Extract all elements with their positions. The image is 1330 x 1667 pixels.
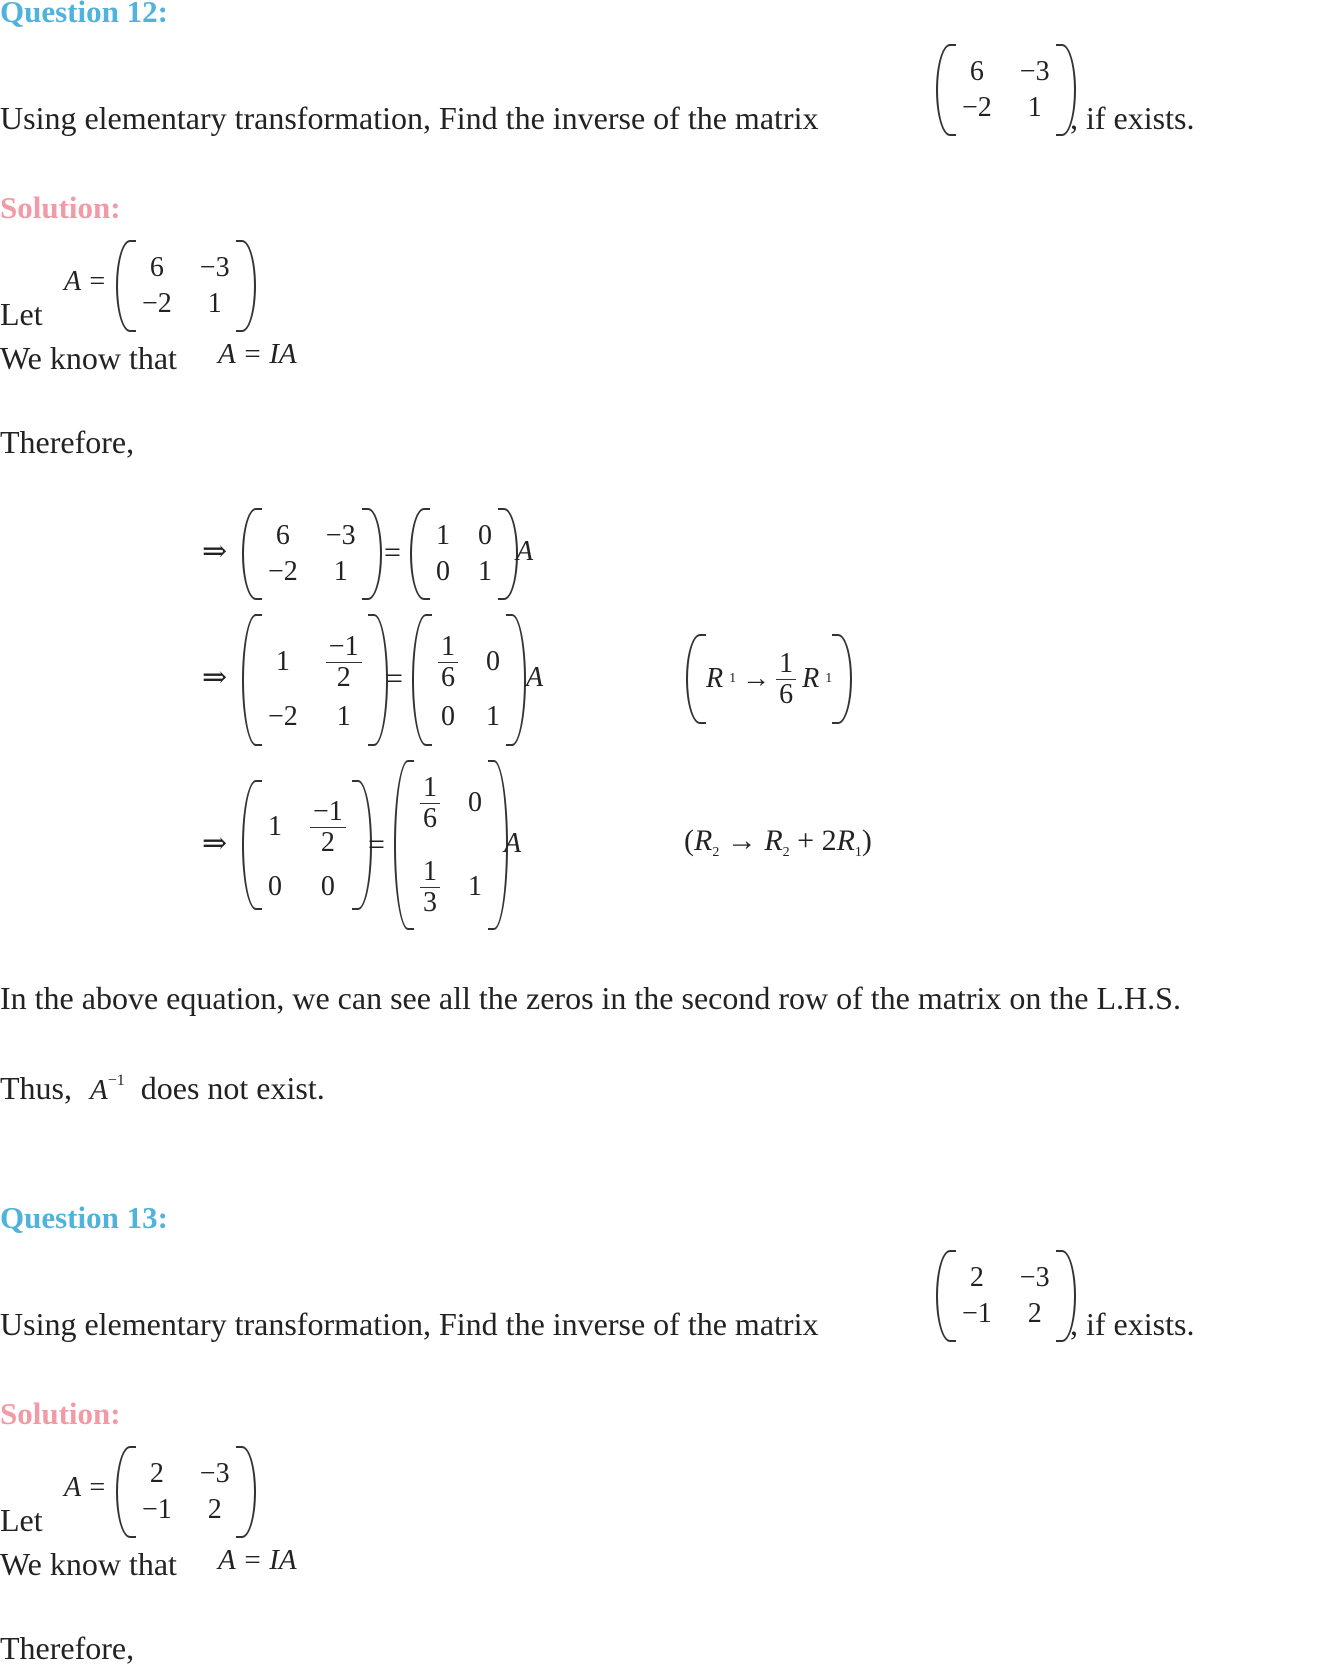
know-eq: A = IA [218,338,297,370]
matrix-a-symbol: A [504,828,522,859]
step1-rhs: 1 0 0 1 [408,508,520,600]
cell: −3 [199,252,230,283]
row-op-1: R 1 → $\frac{1}{6}$ R 1 [684,634,854,724]
step3-lhs: 1 $\frac{-1}{2}$ 0 0 [240,780,374,910]
cell: −3 [1019,56,1050,87]
question-13-matrix: 2 −3 −1 2 [934,1250,1078,1342]
cell: 1 [1027,92,1042,123]
let-lhs: A = [64,266,107,297]
let-label: Let [0,296,43,332]
let-lhs: A = [64,1472,107,1503]
let-label: Let [0,1502,43,1538]
equals: = [386,662,403,695]
know-eq: A = IA [218,1544,297,1576]
prompt-suffix: , if exists. [1070,100,1195,136]
prompt-suffix: , if exists. [1070,1306,1195,1342]
equals: = [384,536,401,569]
step1-lhs: 6 −3 −2 1 [240,508,384,600]
matrix-a-symbol: A [526,662,544,693]
implies-icon: ⇒ [202,827,228,860]
matrix-a: 2 −3 −1 2 [114,1446,258,1538]
question-13-prompt: Using elementary transformation, Find the inverse of the matrix [0,1306,819,1342]
solution-12-label: Solution: [0,190,121,225]
step2-rhs: $\frac{1}{6}$ 0 0 1 [410,614,528,746]
row-op-2: $(R_2 \to R_2 + 2R_1)$ [684,824,872,860]
cell: 6 [969,56,984,87]
a-inverse-exponent: −1 [107,1072,125,1089]
question-12-prompt [0,100,818,137]
cell: −2 [142,288,172,319]
therefore: Therefore, [0,424,135,460]
solution-13-label: Solution: [0,1396,121,1431]
a-inverse: A [90,1074,108,1106]
cell: 6 [149,252,164,283]
cell: 1 [207,288,222,319]
prompt-text: Using elementary transformation, Find the inverse of the matrix [0,100,819,136]
equals: = [368,828,385,861]
matrix-a-symbol: A [516,536,534,567]
question-12-matrix [934,44,1078,136]
conclusion-text: In the above equation, we can see all the zeros in the second row of the matrix on the L.H.S. [0,980,1181,1016]
step3-rhs: $\frac{1}{6}$ 0 $\frac{1}{3}$ 1 [392,760,510,930]
question-12-title: Question 12: [0,0,168,29]
therefore: Therefore, [0,1630,135,1666]
step2-lhs: 1 $\frac{-1}{2}$ −2 1 [240,614,390,746]
thus-label: Thus, [0,1070,72,1106]
know-text: We know that [0,340,177,376]
implies-icon: ⇒ [202,535,228,568]
cell: −2 [962,92,992,123]
know-text: We know that [0,1546,177,1582]
question-13-title: Question 13: [0,1200,168,1235]
implies-icon: ⇒ [202,661,228,694]
matrix-a [114,240,258,332]
thus-line [0,1070,325,1107]
not-exist-text: does not exist. [140,1070,325,1106]
